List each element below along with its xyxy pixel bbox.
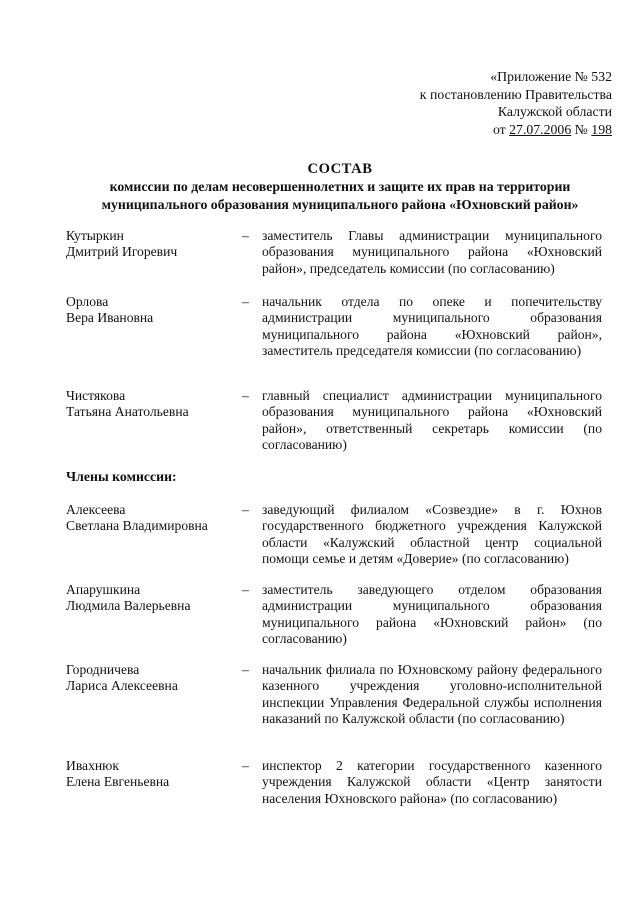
members-heading: Члены комиссии:	[66, 469, 177, 484]
person-name	[66, 388, 241, 421]
person-role: инспектор 2 категории государственного казенного учреждения Калужской области «Центр занятости населения Юхновского района» (по согласованию)	[262, 758, 602, 806]
person-given-name: Лариса Алексеевна	[66, 678, 178, 694]
appendix-line-4	[420, 121, 612, 139]
person-surname: Ивахнюк	[66, 758, 119, 773]
person-name	[66, 662, 241, 695]
dash-separator: –	[242, 582, 249, 597]
appendix-date: 27.07.2006	[509, 121, 572, 137]
dash-separator: –	[242, 662, 249, 677]
person-role: главный специалист администрации муниципального образования муниципального района «Юхновский район», ответственный секретарь комиссии (по согласованию)	[262, 388, 602, 453]
person-name	[66, 758, 241, 791]
person-name	[66, 582, 241, 615]
dash-separator: –	[242, 502, 249, 517]
person-surname: Апарушкина	[66, 582, 141, 597]
person-surname: Городничева	[66, 662, 140, 677]
dash-separator: –	[242, 228, 249, 243]
person-given-name: Дмитрий Игоревич	[66, 244, 178, 260]
person-name	[66, 502, 241, 535]
appendix-date-prefix: от	[492, 121, 510, 137]
person-role: заместитель заведующего отделом образования администрации муниципального образования муниципального района «Юхновский район» (по согласованию)	[262, 582, 602, 647]
person-role: заведующий филиалом «Созвездие» в г. Юхнов государственного бюджетного учреждения Калужской области «Калужский областной центр социальной помощи семье и детям «Доверие» (по согласованию)	[262, 502, 602, 567]
person-surname: Алексеева	[66, 502, 126, 517]
appendix-line-3: Калужской области	[497, 104, 612, 120]
dash-separator: –	[242, 388, 249, 403]
document-subtitle-line-1: комиссии по делам несовершеннолетних и защите их прав на территории	[109, 179, 571, 194]
appendix-line-1: «Приложение № 532	[490, 69, 612, 84]
person-surname: Орлова	[66, 294, 109, 309]
person-given-name: Людмила Валерьевна	[66, 598, 191, 614]
person-given-name: Светлана Владимировна	[66, 518, 208, 534]
person-name	[66, 294, 241, 327]
person-role: заместитель Главы администрации муниципального образования муниципального района «Юхновский район», председатель комиссии (по согласованию)	[262, 228, 602, 276]
appendix-header	[420, 68, 612, 138]
document-title: СОСТАВ	[307, 161, 373, 177]
person-role: начальник отдела по опеке и попечительству администрации муниципального образования муниципального района «Юхновский район», заместитель председателя комиссии (по согласованию)	[262, 294, 602, 359]
person-surname: Кутыркин	[66, 228, 124, 243]
appendix-line-2: к постановлению Правительства	[419, 86, 612, 102]
document-subtitle-line-2: муниципального образования муниципального района «Юхновский район»	[101, 196, 579, 212]
appendix-number-prefix: №	[571, 121, 592, 137]
document-heading	[60, 160, 620, 214]
person-given-name: Татьяна Анатольевна	[66, 404, 189, 420]
dash-separator: –	[242, 758, 249, 773]
person-role: начальник филиала по Юхновскому району федерального казенного учреждения уголовно-исполнительной инспекции Управления Федеральной службы исполнения наказаний по Калужской области (по согласованию)	[262, 662, 602, 727]
person-given-name: Вера Ивановна	[66, 310, 154, 326]
person-given-name: Елена Евгеньевна	[66, 774, 170, 790]
appendix-number: 198	[591, 121, 612, 137]
person-surname: Чистякова	[66, 388, 126, 403]
dash-separator: –	[242, 294, 249, 309]
person-name	[66, 228, 241, 261]
